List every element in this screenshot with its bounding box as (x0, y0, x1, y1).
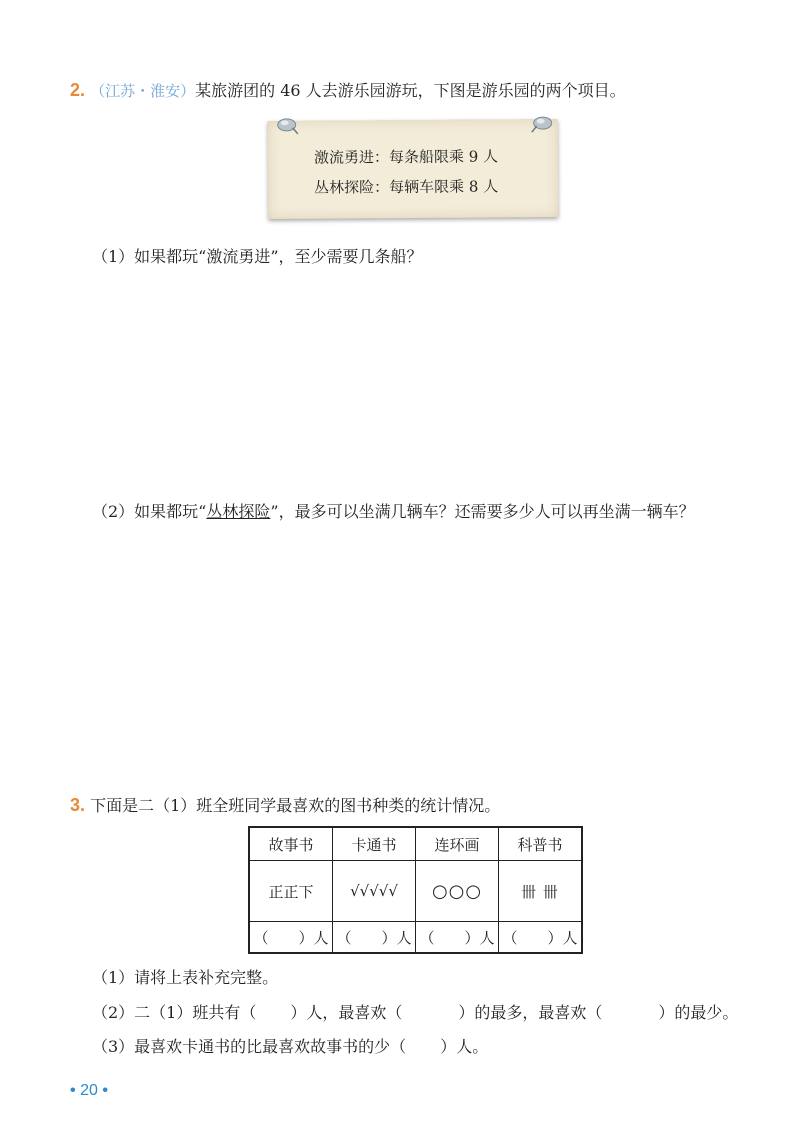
q2-sub1: （1）如果都玩“激流勇进”，至少需要几条船？ (92, 247, 423, 266)
bullet-dot-icon: • (102, 1082, 108, 1099)
q3-line (70, 793, 500, 816)
count-blank-cell[interactable]: （ ）人 (333, 922, 416, 954)
q3-sub2-part4: ）的最少。 (658, 1003, 739, 1022)
header-cell: 连环画 (416, 827, 499, 861)
q3-sub3-part1: （3）最喜欢卡通书的比最喜欢故事书的少（ (92, 1037, 407, 1056)
pinned-note (268, 119, 559, 219)
q3-sub1: （1）请将上表补充完整。 (92, 968, 279, 987)
q2-sub2-underlined: 丛林探险 (206, 502, 271, 521)
tally-cell: 正正下 (249, 861, 333, 922)
q3-text: 下面是二（1）班全班同学最喜欢的图书种类的统计情况。 (90, 796, 501, 815)
q2-sub2 (92, 499, 695, 522)
count-blank-cell[interactable]: （ ）人 (499, 922, 583, 954)
header-cell: 故事书 (249, 827, 333, 861)
count-blank-cell[interactable]: （ ）人 (416, 922, 499, 954)
tally-cell: √√√√√ (333, 861, 416, 922)
book-stats-table (248, 826, 583, 954)
page-number: 20 (80, 1082, 98, 1099)
q2-sub2-end: ”，最多可以坐满几辆车？还需要多少人可以再坐满一辆车？ (270, 502, 695, 521)
q3-sub3-part2: ）人。 (440, 1037, 489, 1056)
q3-sub2-part1: （2）二（1）班共有（ (92, 1003, 257, 1022)
pushpin-icon (530, 111, 556, 133)
tally-cell: ○○○ (416, 861, 499, 922)
q3-sub3 (92, 1034, 488, 1057)
pushpin-icon (274, 113, 300, 135)
q2-line (70, 78, 626, 101)
note-line-jungle: 丛林探险：每辆车限乘 8 人 (314, 177, 499, 197)
page-footer (70, 1082, 108, 1100)
q2-number: 2. (70, 80, 86, 100)
q3-sub2-part2: ）人，最喜欢（ (290, 1003, 403, 1022)
tally-cell: 卌 卌 (499, 861, 583, 922)
q2-sub2-start: （2）如果都玩“ (92, 502, 207, 521)
q2-text: 某旅游团的 46 人去游乐园游玩，下图是游乐园的两个项目。 (195, 81, 626, 100)
q3-sub2 (92, 1000, 738, 1023)
header-cell: 科普书 (499, 827, 583, 861)
table-tally-row (249, 861, 582, 922)
note-line-rafting: 激流勇进：每条船限乘 9 人 (313, 147, 499, 167)
table-count-row (249, 922, 582, 954)
q2-source: （江苏・淮安） (90, 82, 196, 100)
count-blank-cell[interactable]: （ ）人 (249, 922, 333, 954)
bullet-dot-icon: • (70, 1082, 76, 1099)
q3-sub2-part3: ）的最多，最喜欢（ (458, 1003, 603, 1022)
header-cell: 卡通书 (333, 827, 416, 861)
q3-number: 3. (70, 795, 86, 815)
table-header-row (249, 827, 582, 861)
